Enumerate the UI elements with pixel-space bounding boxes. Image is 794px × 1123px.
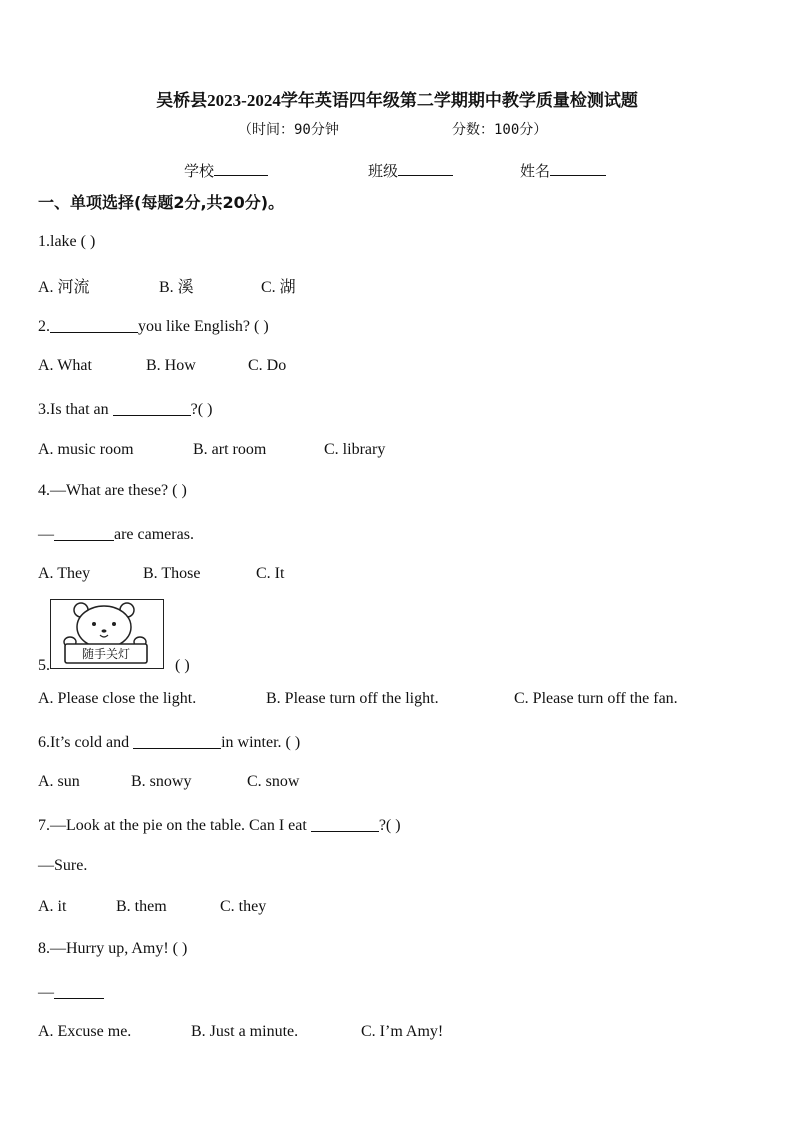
q6-option-b: B. snowy	[131, 773, 192, 790]
q7-option-c: C. they	[220, 898, 267, 915]
q5-option-b: B. Please turn off the light.	[266, 690, 439, 707]
answer-blank	[54, 982, 104, 999]
question-5-paren: ( )	[175, 657, 190, 674]
bear-sign-picture	[50, 599, 164, 669]
q7-option-b: B. them	[116, 898, 167, 915]
q5-option-c: C. Please turn off the fan.	[514, 690, 678, 707]
answer-blank	[133, 732, 221, 749]
q1-option-b: B. 溪	[159, 279, 194, 296]
school-label: 学校	[184, 164, 215, 180]
question-7: 7.—Look at the pie on the table. Can I eat ?( )	[38, 817, 401, 834]
q8-option-c: C. I’m Amy!	[361, 1023, 444, 1040]
question-4-line-2: — are cameras.	[38, 526, 194, 543]
question-8: 8.—Hurry up, Amy! ( )	[38, 940, 188, 957]
q1-option-a: A. 河流	[38, 279, 90, 296]
exam-title: 吴桥县2023-2024学年英语四年级第二学期期中教学质量检测试题	[156, 91, 638, 110]
exam-time: （时间：90分钟	[238, 122, 339, 138]
question-4: 4.—What are these? ( )	[38, 482, 187, 499]
q3-option-b: B. art room	[193, 441, 267, 458]
answer-blank	[50, 316, 138, 333]
q3-option-c: C. library	[324, 441, 386, 458]
exam-score: 分数：100分）	[452, 122, 548, 138]
bear-sign-icon	[51, 600, 162, 667]
class-label: 班级	[368, 164, 399, 180]
q2-option-c: C. Do	[248, 357, 287, 374]
svg-text:随手关灯: 随手关灯	[81, 647, 131, 661]
q4-option-a: A. They	[38, 565, 91, 582]
q8-option-b: B. Just a minute.	[191, 1023, 299, 1040]
q8-option-a: A. Excuse me.	[38, 1023, 132, 1040]
q6-option-c: C. snow	[247, 773, 300, 790]
question-8-line-2: —	[38, 982, 104, 1002]
section-heading: 一、单项选择(每题2分,共20分)。	[38, 193, 285, 212]
question-1: 1.lake ( )	[38, 233, 96, 250]
school-field	[184, 160, 268, 181]
class-blank	[398, 161, 453, 176]
name-blank	[550, 161, 606, 176]
q3-option-a: A. music room	[38, 441, 134, 458]
answer-blank	[113, 399, 191, 416]
q6-option-a: A. sun	[38, 773, 80, 790]
q1-option-c: C. 湖	[261, 279, 296, 296]
school-blank	[214, 161, 268, 176]
name-label: 姓名	[520, 164, 551, 180]
q2-option-a: A. What	[38, 357, 92, 374]
q4-option-c: C. It	[256, 565, 285, 582]
answer-blank	[311, 815, 379, 832]
class-field	[368, 160, 453, 181]
question-6: 6.It’s cold and in winter. ( )	[38, 734, 301, 751]
question-3: 3.Is that an ?( )	[38, 401, 213, 418]
q7-option-a: A. it	[38, 898, 67, 915]
question-5-number: 5.	[38, 657, 50, 674]
q4-option-b: B. Those	[143, 565, 201, 582]
answer-blank	[54, 524, 114, 541]
q2-option-b: B. How	[146, 357, 196, 374]
q5-option-a: A. Please close the light.	[38, 690, 197, 707]
name-field	[520, 160, 606, 181]
question-2: 2. you like English? ( )	[38, 318, 269, 335]
question-7-line-2: —Sure.	[38, 857, 88, 874]
